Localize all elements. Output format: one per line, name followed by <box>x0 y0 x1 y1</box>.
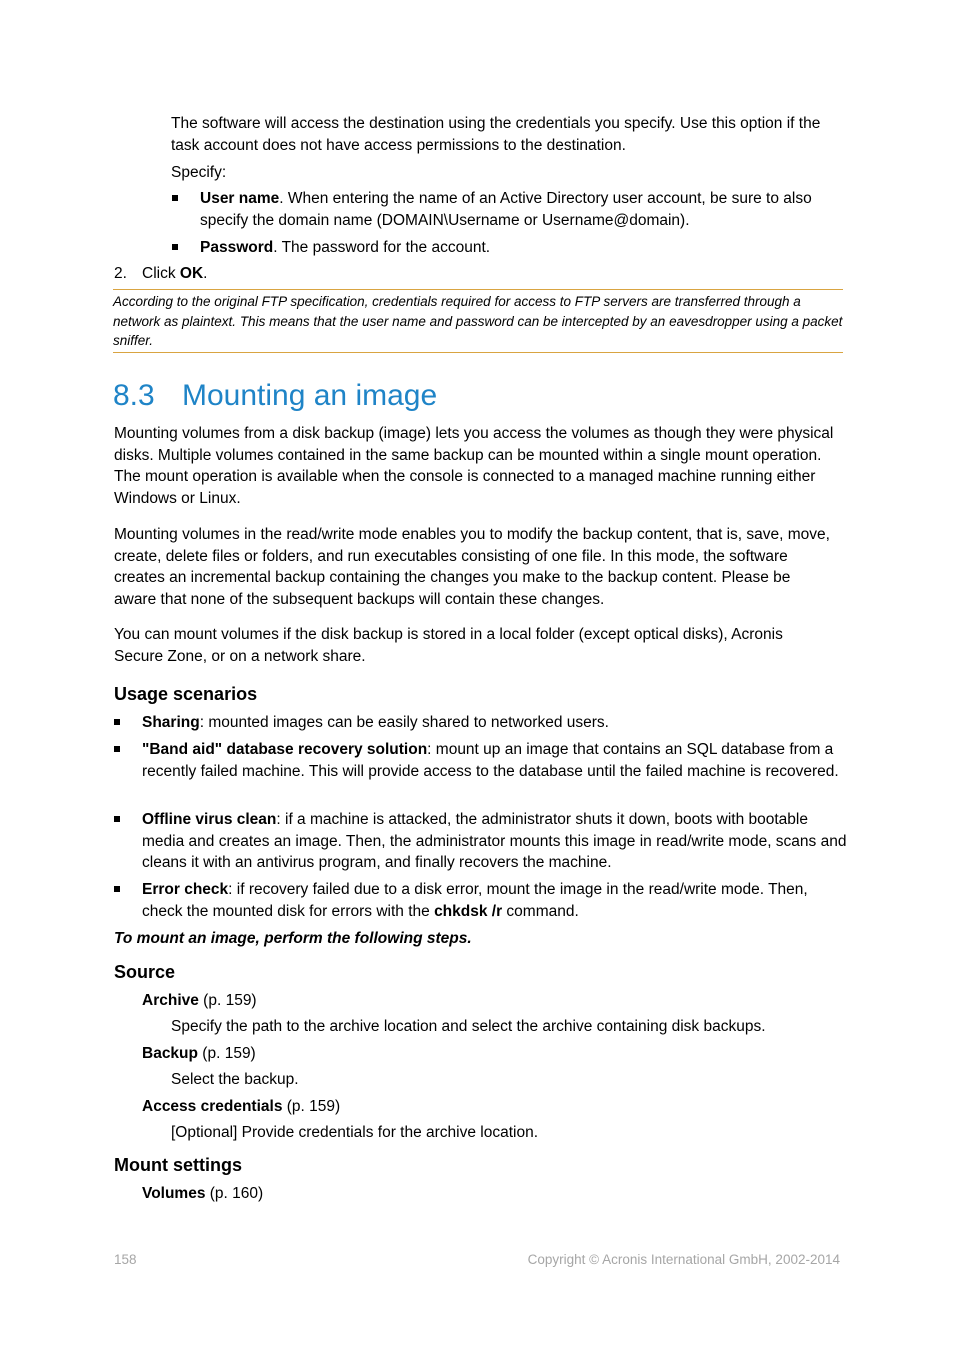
list-item <box>200 237 845 259</box>
page-number: 158 <box>114 1252 137 1267</box>
command-term: chkdsk /r <box>434 902 503 920</box>
bullet-text: command. <box>502 902 579 920</box>
bullet-text: . The password for the account. <box>273 239 491 256</box>
entry-ref: (p. 159) <box>198 992 257 1009</box>
body-paragraph: Mounting volumes from a disk backup (image) lets you access the volumes as though they were physical disks. Multiple volumes contained in the same backup can be mounted within a single mount operation. The mount operation is available when the console is connected to a managed machine running either Windows or Linux. <box>114 425 834 507</box>
bullet-text: . When entering the name of an Active Directory user account, be sure to also specify the domain name (DOMAIN\Username or Username@domain). <box>200 190 812 229</box>
entry-term: Backup <box>142 1045 198 1062</box>
bullet-text: : if recovery failed due to a disk error, mount the image in the read/write mode. Then, check the mounted disk for errors with the <box>142 881 808 920</box>
bullet-text: : mounted images can be easily shared to networked users. <box>199 714 609 731</box>
intro-paragraph: The software will access the destination using the credentials you specify. Use this option if the task account does not have access permissions to the destination. <box>171 115 821 154</box>
mount-entry-volumes <box>142 1183 263 1205</box>
specify-label: Specify: <box>171 164 227 181</box>
list-item <box>142 879 852 922</box>
body-paragraph: Mounting volumes in the read/write mode enables you to modify the backup content, that is, save, move, create, delete files or folders, and run executables consisting of one file. In this mode, the software creates an incremental backup containing the changes you make to the backup content. Please be aware that none of the subsequent backups will contain these changes. <box>114 526 830 608</box>
entry-description: Specify the path to the archive location and select the archive containing disk backups. <box>171 1018 766 1035</box>
note-box: According to the original FTP specification, credentials required for access to FTP servers are transferred through a network as plaintext. This means that the user name and password can be intercepted by an eavesdropper using a packet sniffer. <box>113 289 843 353</box>
copyright: Copyright © Acronis International GmbH, 2002-2014 <box>527 1252 840 1267</box>
entry-ref: (p. 159) <box>282 1098 341 1115</box>
bullet-text: : if a machine is attacked, the administrator shuts it down, boots with bootable media and creates an image. Then, the administrator mounts this image in read/write mode, scans and cleans it with an antivirus program, and finally recovers the machine. <box>142 811 847 871</box>
list-item <box>142 739 847 782</box>
bullet-term: Password <box>200 239 274 256</box>
entry-term: Access credentials <box>142 1098 283 1115</box>
entry-term: Volumes <box>142 1185 206 1202</box>
step-text <box>142 263 207 285</box>
entry-description: Select the backup. <box>171 1071 299 1088</box>
bullet-term: "Band aid" database recovery solution <box>142 741 428 758</box>
body-paragraph: You can mount volumes if the disk backup is stored in a local folder (except optical disks), Acronis Secure Zone, or on a network share. <box>114 626 783 665</box>
bullet-text: : mount up an image that contains an SQL database from a recently failed machine. This will provide access to the database until the failed machine is recovered. <box>142 741 839 780</box>
bullet-term: Error check <box>142 881 229 898</box>
source-heading: Source <box>114 962 176 982</box>
step-text-pre: Click <box>142 265 180 282</box>
usage-heading: Usage scenarios <box>114 684 258 704</box>
list-item <box>142 712 847 734</box>
section-title: Mounting an image <box>182 379 438 412</box>
source-entry-backup <box>142 1043 256 1065</box>
source-entry-archive <box>142 990 257 1012</box>
step-number: 2. <box>114 265 127 282</box>
mount-settings-heading: Mount settings <box>114 1155 242 1175</box>
entry-description: [Optional] Provide credentials for the archive location. <box>171 1124 539 1141</box>
entry-term: Archive <box>142 992 199 1009</box>
section-heading <box>113 378 437 414</box>
step-text-post: . <box>203 265 208 282</box>
list-item <box>142 809 847 874</box>
entry-ref: (p. 160) <box>205 1185 264 1202</box>
bullet-term: Sharing <box>142 714 200 731</box>
bullet-term: User name <box>200 190 280 207</box>
source-entry-credentials <box>142 1096 340 1118</box>
ok-term: OK <box>179 265 204 282</box>
list-item <box>200 188 845 231</box>
section-number: 8.3 <box>113 379 155 412</box>
bullet-term: Offline virus clean <box>142 811 277 828</box>
entry-ref: (p. 159) <box>198 1045 256 1062</box>
steps-intro: To mount an image, perform the following steps. <box>114 930 472 947</box>
